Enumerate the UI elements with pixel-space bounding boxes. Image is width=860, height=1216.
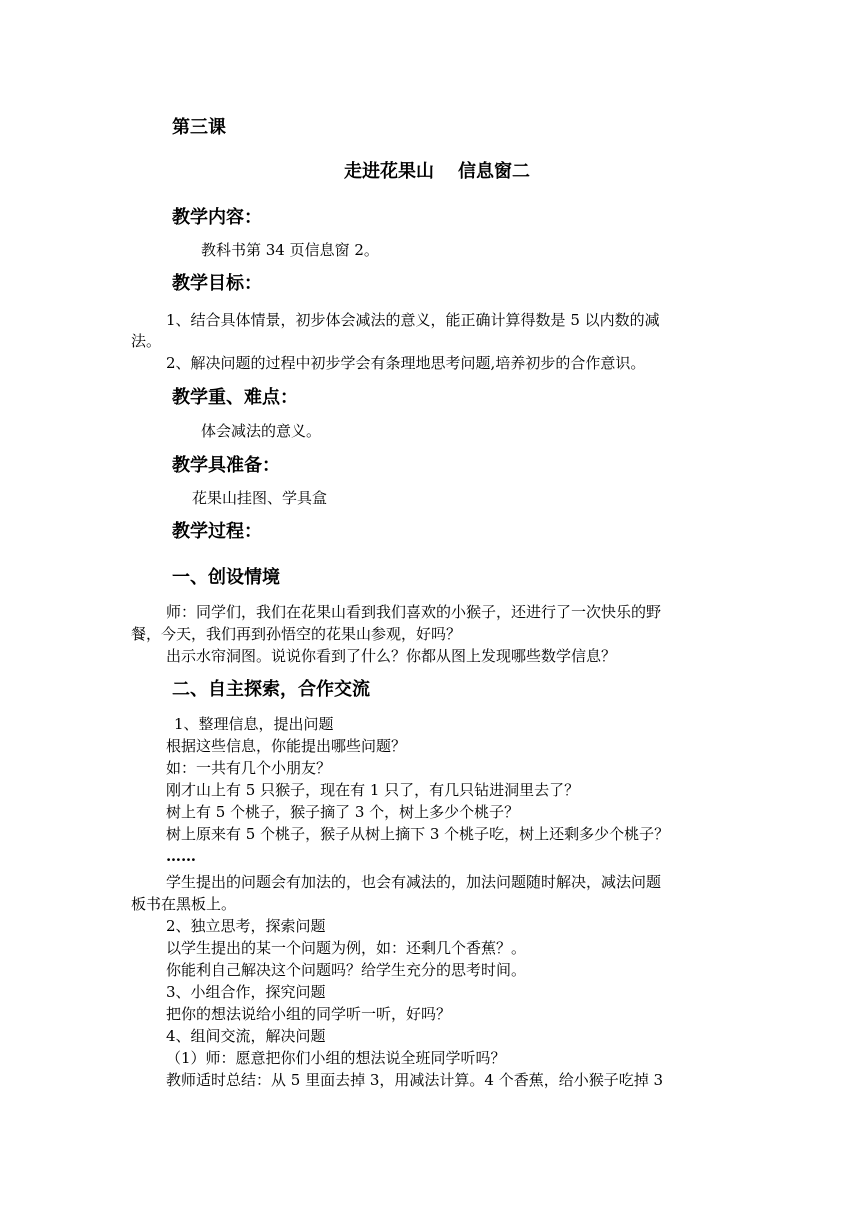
s2-line-4: 树上有 5 个桃子，猴子摘了 3 个，树上多少个桃子？ bbox=[166, 803, 520, 821]
s1-paragraph-2: 出示水帘洞图。说说你看到了什么？你都从图上发现哪些数学信息？ bbox=[166, 647, 617, 665]
s2-line-6: 以学生提出的某一个问题为例，如：还剩几个香蕉？。 bbox=[166, 939, 527, 957]
goal-2: 2、解决问题的过程中初步学会有条理地思考问题,培养初步的合作意识。 bbox=[166, 354, 646, 372]
s1-paragraph-line2: 餐，今天，我们再到孙悟空的花果山参观，好吗？ bbox=[131, 625, 462, 643]
s2-line-3: 刚才山上有 5 只猴子，现在有 1 只了，有几只钻进洞里去了？ bbox=[166, 781, 580, 799]
lesson-label: 第三课 bbox=[172, 117, 226, 138]
s2-paragraph-line2: 板书在黑板上。 bbox=[131, 895, 237, 913]
content-heading: 教学内容： bbox=[172, 207, 262, 228]
s2-line-8: 把你的想法说给小组的同学听一听，好吗？ bbox=[166, 1005, 452, 1023]
s1-paragraph-line1: 师：同学们，我们在花果山看到我们喜欢的小猴子，还进行了一次快乐的野 bbox=[166, 603, 662, 621]
s2-ellipsis: …… bbox=[166, 847, 196, 865]
s2-line-1: 根据这些信息，你能提出哪些问题？ bbox=[166, 737, 407, 755]
keypoints-heading: 教学重、难点： bbox=[172, 387, 298, 408]
materials-heading: 教学具准备： bbox=[172, 455, 280, 476]
section-2-heading: 二、自主探索，合作交流 bbox=[172, 679, 370, 700]
keypoints-text: 体会减法的意义。 bbox=[201, 422, 322, 440]
goals-heading: 教学目标： bbox=[172, 273, 262, 294]
s2-step-1: 1、整理信息，提出问题 bbox=[174, 715, 334, 733]
page-title: 走进花果山 bbox=[344, 161, 434, 182]
goal-1-line1: 1、结合具体情景，初步体会减法的意义，能正确计算得数是 5 以内数的减 bbox=[166, 311, 660, 329]
materials-text: 花果山挂图、学具盒 bbox=[192, 489, 328, 507]
s2-paragraph-line1: 学生提出的问题会有加法的，也会有减法的，加法问题随时解决，减法问题 bbox=[166, 873, 662, 891]
s2-step-3: 3、小组合作，探究问题 bbox=[166, 983, 326, 1001]
content-text: 教科书第 34 页信息窗 2。 bbox=[201, 241, 379, 259]
s2-step-4: 4、组间交流，解决问题 bbox=[166, 1027, 326, 1045]
s2-line-2: 如：一共有几个小朋友？ bbox=[166, 759, 332, 777]
s2-line-7: 你能利自己解决这个问题吗？给学生充分的思考时间。 bbox=[166, 961, 527, 979]
s2-line-10: 教师适时总结：从 5 里面去掉 3，用减法计算。4 个香蕉，给小猴子吃掉 3 bbox=[166, 1071, 664, 1089]
s2-line-5: 树上原来有 5 个桃子，猴子从树上摘下 3 个桃子吃，树上还剩多少个桃子？ bbox=[166, 825, 670, 843]
goal-1-line2: 法。 bbox=[131, 332, 162, 350]
page-subtitle: 信息窗二 bbox=[458, 161, 530, 182]
s2-line-9: （1）师：愿意把你们小组的想法说全班同学听吗？ bbox=[166, 1049, 506, 1067]
process-heading: 教学过程： bbox=[172, 521, 262, 542]
section-1-heading: 一、创设情境 bbox=[172, 567, 280, 588]
s2-step-2: 2、独立思考，探索问题 bbox=[166, 917, 326, 935]
